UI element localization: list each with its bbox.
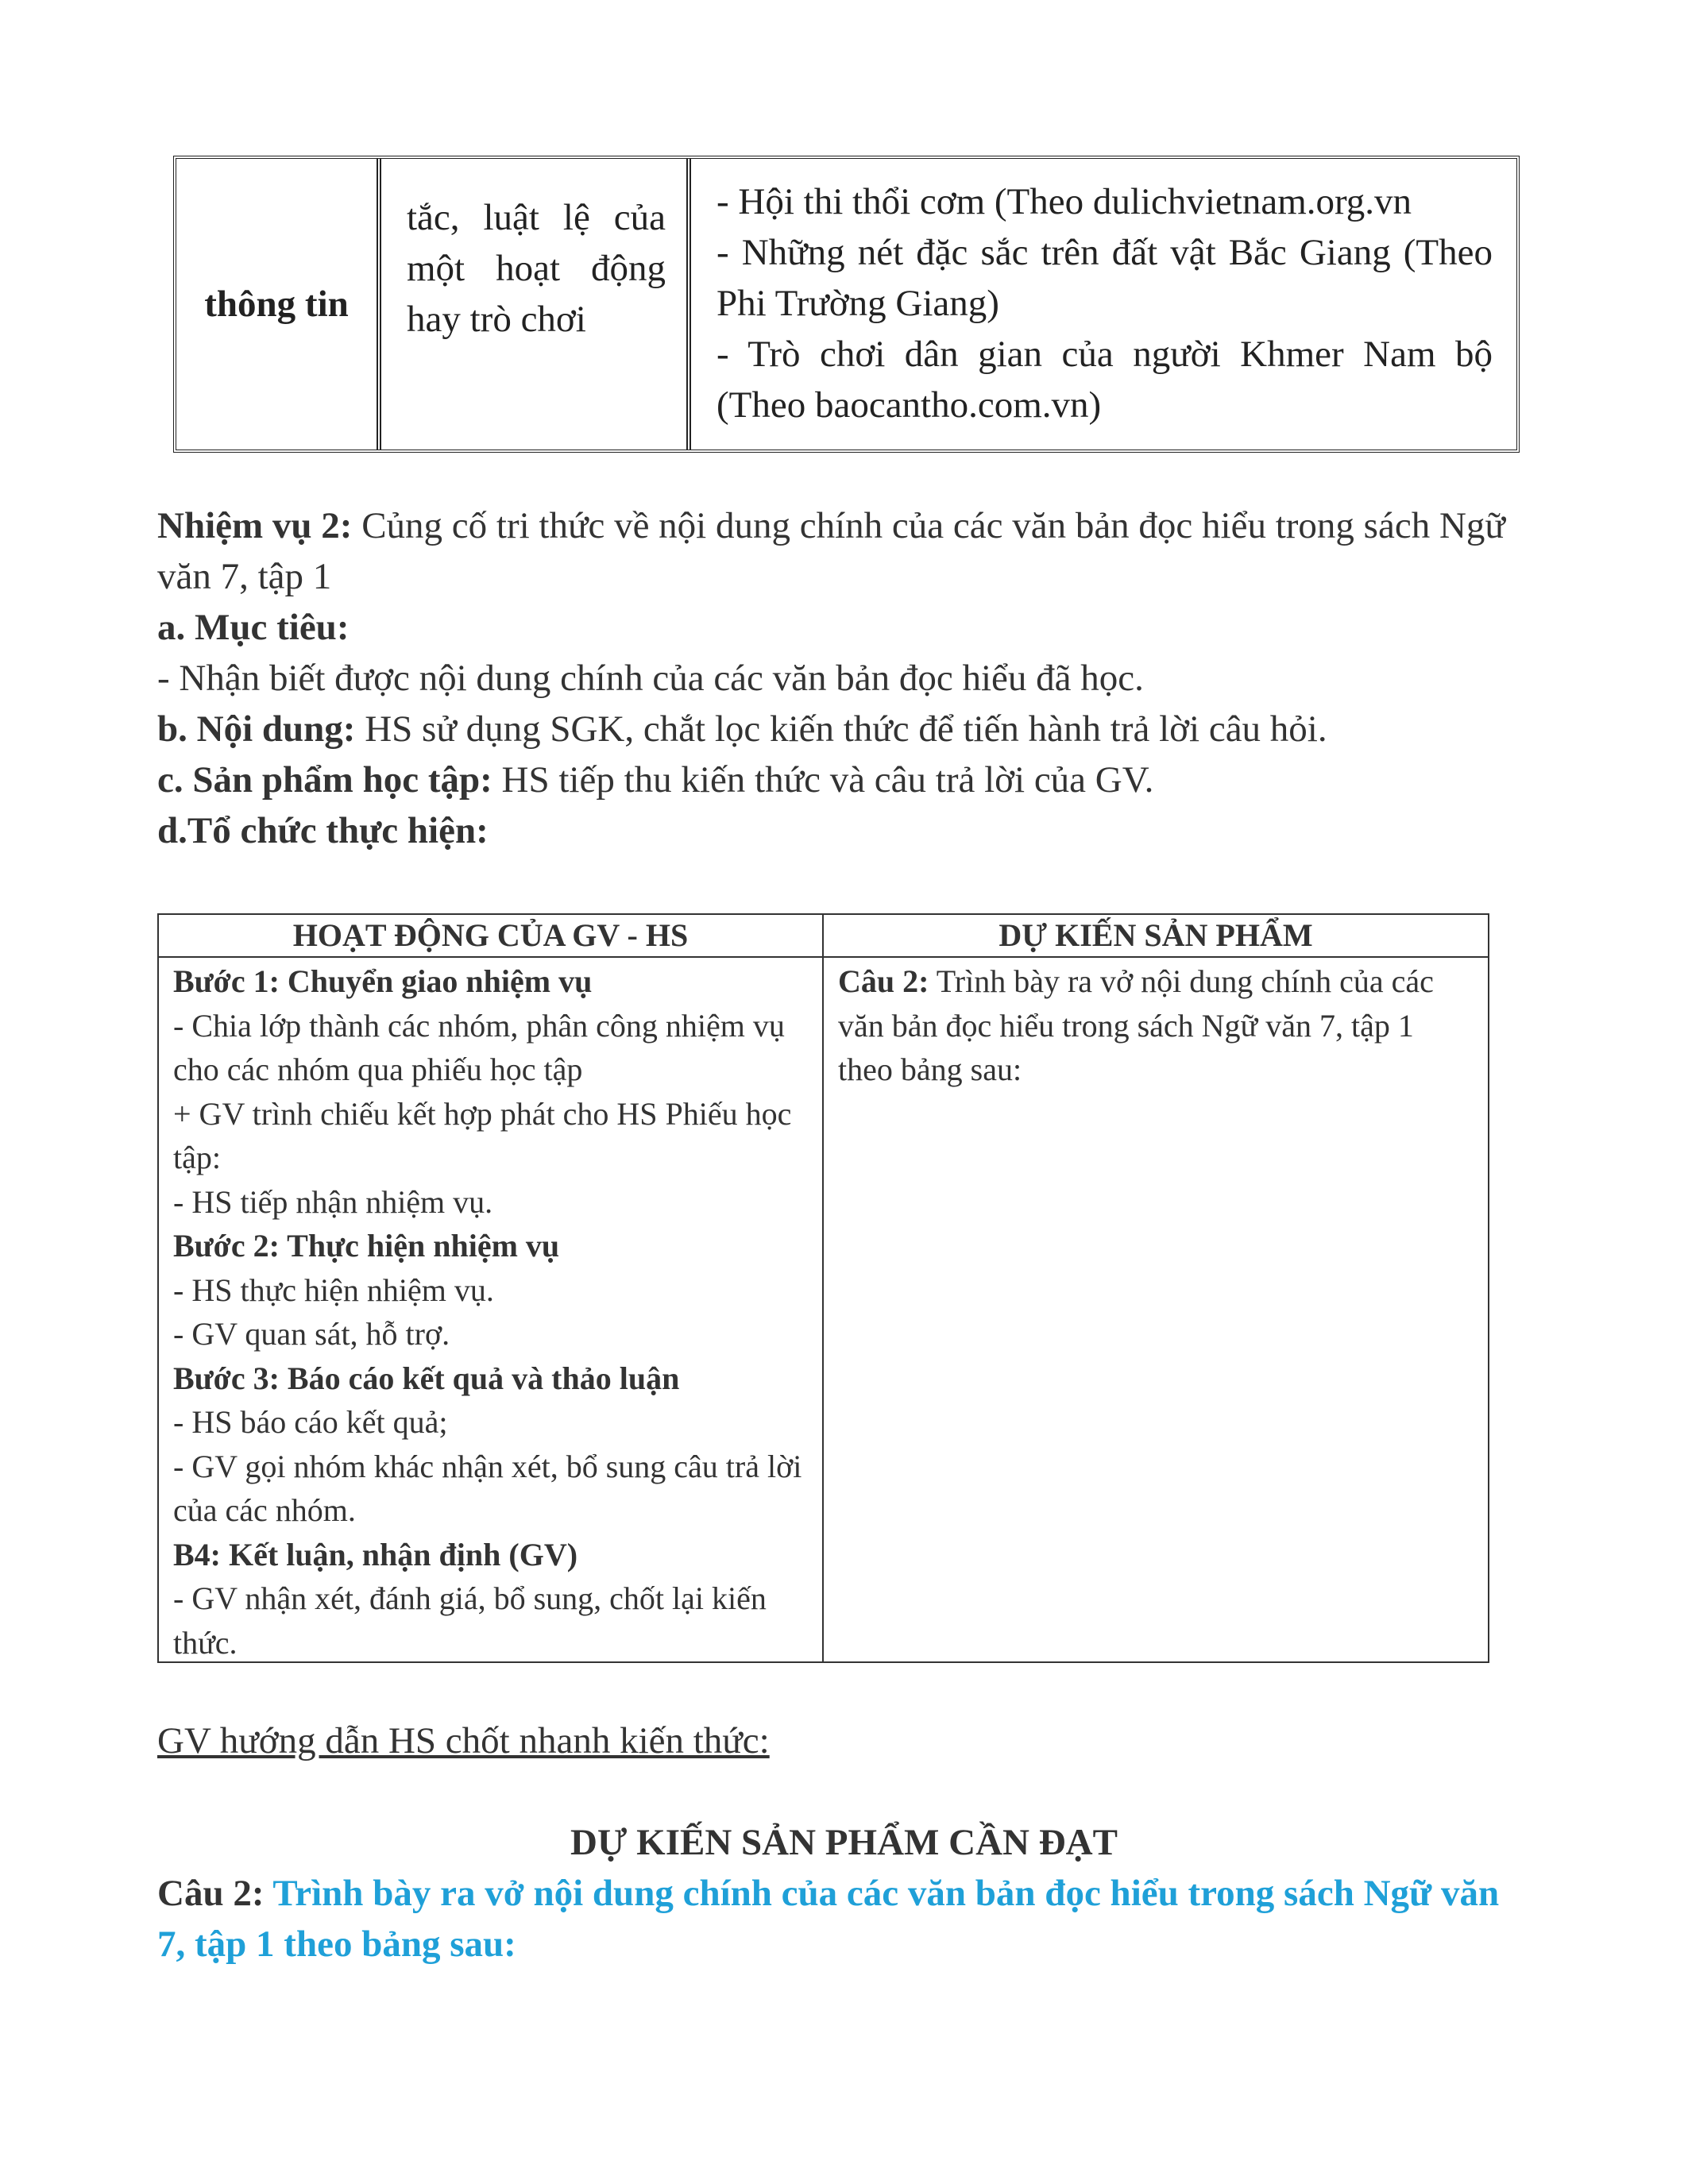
step-line: - GV gọi nhóm khác nhận xét, bổ sung câu trả lời của các nhóm. [173, 1448, 802, 1528]
step-line: - Chia lớp thành các nhóm, phân công nhiệm vụ cho các nhóm qua phiếu học tập [173, 1007, 785, 1087]
question-text: Trình bày ra vở nội dung chính của các văn bản đọc hiểu trong sách Ngữ văn 7, tập 1 theo bảng sau: [838, 963, 1434, 1087]
task-label: Nhiệm vụ 2: [157, 505, 353, 546]
section-text: HS tiếp thu kiến thức và câu trả lời của GV. [492, 759, 1154, 801]
step-line: - HS thực hiện nhiệm vụ. [173, 1271, 494, 1308]
san-pham-line [157, 754, 1532, 805]
table-cell-category [176, 159, 381, 450]
continuation-table [173, 156, 1520, 453]
step-line: + GV trình chiếu kết hợp phát cho HS Phiếu học tập: [173, 1095, 792, 1175]
muc-tieu-heading [157, 602, 1532, 653]
cell-text: tắc, luật lệ của một hoạt động hay trò chơi [407, 197, 666, 340]
activity-table [157, 913, 1489, 1663]
to-chuc-heading [157, 805, 1532, 856]
muc-tieu-text [157, 653, 1532, 704]
task-heading [157, 500, 1532, 602]
table-header-product: DỰ KIẾN SẢN PHẨM [824, 915, 1488, 958]
section-label: a. Mục tiêu: [157, 607, 350, 648]
step-title: Bước 3: Báo cáo kết quả và thảo luận [173, 1360, 680, 1396]
section-label: b. Nội dung: [157, 708, 356, 750]
expected-product-title: DỰ KIẾN SẢN PHẨM CẦN ĐẠT [570, 1822, 1118, 1863]
step-title: Bước 1: Chuyển giao nhiệm vụ [173, 963, 593, 999]
table-header-activity: HOẠT ĐỘNG CỦA GV - HS [159, 915, 824, 958]
expected-product-cell [824, 958, 1488, 1661]
activity-steps-cell [159, 958, 824, 1661]
noi-dung-line [157, 704, 1532, 754]
question-label: Câu 2: [838, 963, 929, 999]
text-line: - Trò chơi dân gian của người Khmer Nam bộ (Theo baocantho.com.vn) [717, 334, 1493, 426]
step-title: B4: Kết luận, nhận định (GV) [173, 1536, 578, 1572]
table-cell-texts [691, 159, 1516, 450]
section-label: c. Sản phẩm học tập: [157, 759, 492, 801]
step-line: - HS báo cáo kết quả; [173, 1404, 448, 1440]
text-line: - Những nét đặc sắc trên đất vật Bắc Giang (Theo Phi Trường Giang) [717, 232, 1493, 324]
step-line: - GV quan sát, hỗ trợ. [173, 1316, 450, 1352]
question-text: Trình bày ra vở nội dung chính của các văn bản đọc hiểu trong sách Ngữ văn 7, tập 1 theo bảng sau: [157, 1873, 1500, 1965]
text-line: - Hội thi thổi cơm (Theo dulichvietnam.org.vn [717, 181, 1412, 222]
section-text: HS sử dụng SGK, chắt lọc kiến thức để tiến hành trả lời câu hỏi. [355, 708, 1327, 750]
step-line: - GV nhận xét, đánh giá, bổ sung, chốt lại kiến thức. [173, 1580, 767, 1661]
section-text: - Nhận biết được nội dung chính của các văn bản đọc hiểu đã học. [157, 658, 1144, 699]
guide-text: GV hướng dẫn HS chốt nhanh kiến thức: [157, 1720, 770, 1761]
table-cell-description [381, 159, 691, 450]
step-line: - HS tiếp nhận nhiệm vụ. [173, 1183, 493, 1220]
cell-text: thông tin [204, 284, 349, 325]
section-label: d.Tổ chức thực hiện: [157, 810, 489, 851]
question-label: Câu 2: [157, 1873, 265, 1914]
step-title: Bước 2: Thực hiện nhiệm vụ [173, 1228, 560, 1264]
task-text: Củng cố tri thức về nội dung chính của các văn bản đọc hiểu trong sách Ngữ văn 7, tập 1 [157, 505, 1505, 597]
question-block [157, 1868, 1532, 1970]
